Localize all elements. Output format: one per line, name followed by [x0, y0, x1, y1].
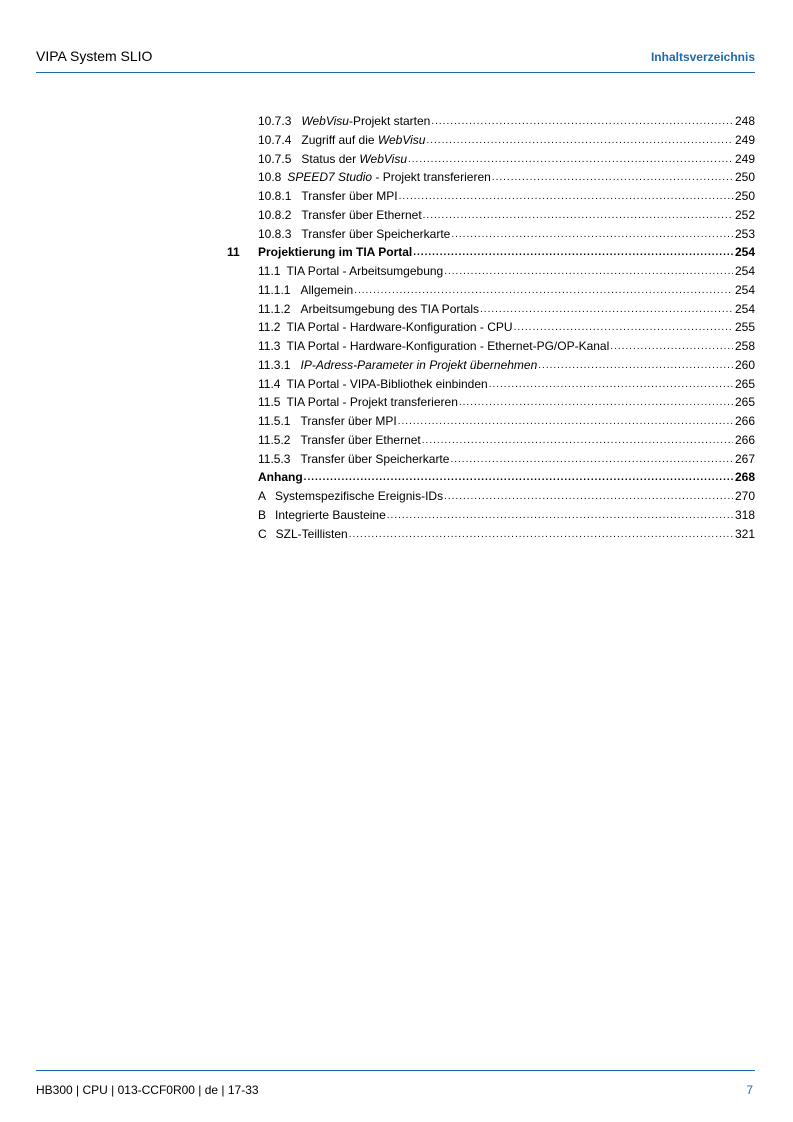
toc-entry-title-italic: IP-Adress-Parameter in Projekt übernehmen: [300, 357, 538, 372]
toc-entry-title: [276, 527, 348, 541]
toc-entry-page: 252: [734, 207, 755, 222]
toc-entry-title-text: Status der: [301, 151, 360, 166]
chapter-number: 11: [227, 245, 240, 260]
toc-entry-number: 11.1: [258, 264, 281, 278]
toc-entry-title-text: Anhang: [258, 470, 303, 485]
toc-entry-page: 254: [734, 245, 755, 260]
toc-entry-title-text: Zugriff auf die: [301, 132, 378, 147]
toc-entry-title-suffix: - Projekt transferieren: [372, 170, 491, 185]
toc-entry-number: 11.5.2: [258, 432, 291, 447]
toc-entry-page: 248: [734, 114, 755, 128]
toc-dot-leader: [431, 116, 733, 128]
toc-entry-title: [300, 302, 479, 316]
toc-entry-page: 255: [734, 320, 755, 335]
header-divider: [36, 72, 755, 73]
toc-dot-leader: [399, 191, 733, 203]
toc-entry-title-text: TIA Portal - Projekt transferieren: [286, 395, 458, 410]
toc-entry-page: 258: [734, 339, 755, 353]
toc-entry-title: [301, 133, 425, 147]
toc-dot-leader: [426, 135, 733, 147]
toc-entry-page: 254: [734, 282, 755, 297]
toc-entry[interactable]: [258, 429, 755, 447]
toc-dot-leader: [514, 322, 733, 334]
toc-dot-leader: [538, 360, 733, 372]
toc-dot-leader: [444, 266, 733, 278]
toc-entry-number: 10.8.1: [258, 189, 292, 203]
toc-entry-title-text: Integrierte Bausteine: [275, 507, 386, 522]
toc-entry-title: [275, 508, 386, 522]
toc-entry-page: 318: [734, 507, 755, 522]
toc-entry-title: [286, 264, 443, 278]
toc-entry-title: [301, 189, 397, 203]
toc-entry-title: [301, 152, 407, 166]
toc-entry-number: 11.1.1: [258, 282, 291, 297]
toc-entry[interactable]: [258, 148, 755, 166]
toc-chapter-entry[interactable]: [258, 241, 755, 259]
toc-entry-title-text: TIA Portal - Hardware-Konfiguration - CPU: [286, 320, 513, 335]
toc-entry[interactable]: [258, 166, 755, 184]
toc-entry-title: [301, 208, 421, 222]
toc-entry-title: [287, 170, 490, 184]
document-title: VIPA System SLIO: [36, 48, 153, 64]
toc-dot-leader: [451, 229, 733, 241]
toc-entry[interactable]: [258, 110, 755, 128]
toc-dot-leader: [422, 435, 733, 447]
toc-entry[interactable]: [258, 185, 755, 203]
toc-entry-title-text: Transfer über Speicherkarte: [300, 451, 450, 466]
toc-entry-title-text: SZL-Teillisten: [275, 526, 348, 541]
toc-entry[interactable]: [258, 129, 755, 147]
footer-divider: [36, 1070, 755, 1071]
toc-entry-title-text: Systemspezifische Ereignis-IDs: [275, 489, 444, 503]
toc-dot-leader: [610, 341, 733, 353]
toc-entry-title-suffix: -Projekt starten: [348, 114, 431, 128]
toc-entry-page: 266: [734, 432, 755, 447]
toc-entry-number: 11.3: [258, 339, 281, 353]
toc-entry-number: 10.8: [258, 170, 282, 185]
toc-entry-title: [300, 358, 537, 372]
toc-dot-leader: [459, 397, 733, 409]
toc-entry-title-text: Transfer über Ethernet: [300, 432, 421, 447]
toc-entry[interactable]: [258, 523, 755, 541]
toc-entry-number: 10.7.3: [258, 114, 292, 128]
toc-entry-number: 11.1.2: [258, 301, 291, 316]
toc-entry-page: 267: [734, 451, 755, 466]
toc-entry[interactable]: [258, 335, 755, 353]
toc-entry-number: 10.7.5: [258, 151, 292, 166]
toc-entry-title: [301, 227, 450, 241]
toc-entry[interactable]: [258, 279, 755, 297]
toc-entry-title-italic: SPEED7 Studio: [287, 170, 373, 185]
toc-dot-leader: [387, 510, 733, 522]
toc-entry[interactable]: [258, 354, 755, 372]
toc-entry[interactable]: [258, 485, 755, 503]
toc-entry[interactable]: [258, 448, 755, 466]
toc-entry-title: [286, 377, 487, 391]
toc-entry-title: [286, 320, 512, 334]
toc-entry-page: 250: [734, 170, 755, 185]
toc-entry-title-text: Transfer über MPI: [300, 414, 397, 428]
toc-entry-page: 249: [734, 132, 755, 147]
toc-entry-number: 11.4: [258, 376, 281, 391]
toc-entry-title-text: Transfer über MPI: [301, 189, 398, 203]
section-title: Inhaltsverzeichnis: [650, 50, 755, 64]
toc-entry-title: [300, 283, 353, 297]
toc-entry-title: [300, 452, 449, 466]
toc-dot-leader: [450, 454, 733, 466]
toc-entry-number: 11.2: [258, 320, 281, 335]
toc-entry[interactable]: [258, 298, 755, 316]
toc-entry[interactable]: [258, 260, 755, 278]
toc-entry-page: 254: [734, 301, 755, 316]
toc-entry-page: 321: [734, 526, 755, 541]
toc-entry-number: B: [258, 507, 267, 522]
toc-entry-page: 250: [734, 189, 755, 203]
toc-dot-leader: [408, 154, 733, 166]
toc-entry-page: 265: [734, 395, 755, 410]
toc-entry-title-text: Transfer über Ethernet: [301, 207, 422, 222]
toc-entry-page: 268: [734, 470, 755, 485]
document-id: HB300 | CPU | 013-CCF0R00 | de | 17-33: [36, 1083, 259, 1097]
toc-entry-title: [258, 470, 303, 484]
toc-entry-number: 10.8.3: [258, 226, 292, 241]
toc-entry-number: 10.7.4: [258, 132, 292, 147]
toc-dot-leader: [304, 472, 733, 484]
toc-dot-leader: [354, 285, 733, 297]
toc-entry-title-text: TIA Portal - Arbeitsumgebung: [286, 264, 444, 278]
toc-entry-title: [286, 339, 609, 353]
toc-entry-page: 254: [734, 264, 755, 278]
toc-entry-number: 11.5: [258, 395, 281, 410]
toc-entry-page: 260: [734, 357, 755, 372]
toc-entry-title-text: Allgemein: [300, 282, 354, 297]
toc-chapter-entry[interactable]: [258, 466, 755, 484]
toc-entry-title-text: TIA Portal - VIPA-Bibliothek einbinden: [286, 376, 488, 391]
toc-entry[interactable]: [258, 223, 755, 241]
toc-entry[interactable]: [258, 204, 755, 222]
toc-entry-title-text: Projektierung im TIA Portal: [258, 245, 413, 260]
toc-dot-leader: [492, 172, 733, 184]
toc-entry-title-italic: WebVisu: [301, 114, 349, 128]
toc-dot-leader: [480, 304, 733, 316]
toc-entry-number: 11.5.1: [258, 414, 291, 428]
toc-entry[interactable]: [258, 373, 755, 391]
toc-entry[interactable]: [258, 410, 755, 428]
toc-entry-title-text: Transfer über Speicherkarte: [301, 226, 451, 241]
toc-entry-title: [286, 395, 457, 409]
toc-entry-title-italic: WebVisu: [359, 151, 407, 166]
toc-entry-number: C: [258, 526, 267, 541]
toc-entry-title-italic: WebVisu: [377, 132, 426, 147]
toc-dot-leader: [398, 416, 733, 428]
toc-dot-leader: [489, 379, 733, 391]
page-number: 7: [746, 1083, 753, 1097]
toc-entry[interactable]: [258, 316, 755, 334]
toc-entry-title-text: TIA Portal - Hardware-Konfiguration - Ethernet-PG/OP-Kanal: [286, 339, 610, 353]
toc-entry[interactable]: [258, 391, 755, 409]
toc-entry-page: 249: [734, 151, 755, 166]
toc-dot-leader: [423, 210, 733, 222]
toc-entry-number: 11.5.3: [258, 451, 291, 466]
toc-entry-title-text: Arbeitsumgebung des TIA Portals: [300, 301, 480, 316]
toc-entry-title: [275, 489, 443, 503]
toc-entry-page: 265: [734, 376, 755, 391]
toc-entry-number: A: [258, 489, 267, 503]
toc-entry-number: 10.8.2: [258, 207, 292, 222]
toc-dot-leader: [349, 529, 733, 541]
toc-entry-page: 266: [734, 414, 755, 428]
toc-entry-title: [300, 433, 420, 447]
toc-entry-title: [258, 245, 412, 259]
toc-entry-page: 253: [734, 226, 755, 241]
toc-dot-leader: [413, 247, 733, 259]
toc-entry-title: [300, 414, 396, 428]
toc-entry-title: [301, 114, 430, 128]
toc-dot-leader: [444, 491, 733, 503]
toc-entry-number: 11.3.1: [258, 357, 291, 372]
toc-entry-page: 270: [734, 489, 755, 503]
toc-entry[interactable]: [258, 504, 755, 522]
